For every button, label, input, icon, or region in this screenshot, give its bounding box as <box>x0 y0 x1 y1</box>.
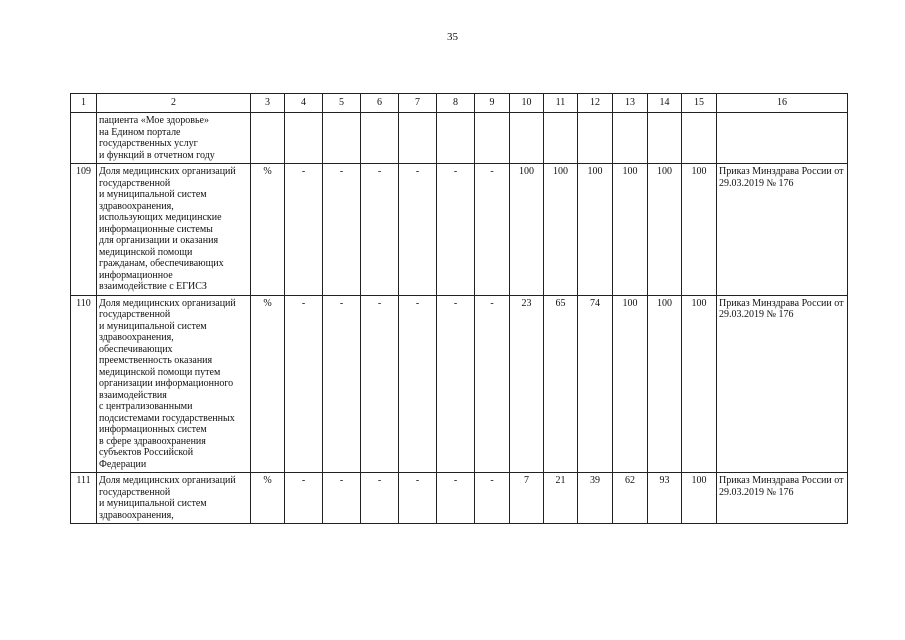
indicator-name-line: и муниципальной систем <box>99 498 207 509</box>
indicator-name-line: информационное <box>99 269 173 281</box>
value-cell: - <box>323 295 361 473</box>
value-cell: - <box>399 473 437 524</box>
value-cell: - <box>285 473 323 524</box>
value-cell <box>437 113 475 164</box>
header-row <box>71 94 848 113</box>
indicator-name-line: медицинской помощи <box>99 246 193 258</box>
table-row <box>71 295 848 473</box>
indicator-name <box>97 113 251 164</box>
indicator-name-line: на Едином портале <box>99 126 181 138</box>
indicator-name-line: для организации и оказания <box>99 235 219 246</box>
indicator-name-line: субъектов Российской <box>99 447 194 458</box>
column-header: 6 <box>361 94 399 113</box>
indicator-name <box>97 473 251 524</box>
column-header: 14 <box>648 94 682 113</box>
value-cell: 39 <box>578 473 613 524</box>
value-cell: 100 <box>613 295 648 473</box>
column-header: 8 <box>437 94 475 113</box>
value-cell: - <box>361 295 399 473</box>
value-cell: 93 <box>648 473 682 524</box>
value-cell: - <box>437 473 475 524</box>
indicator-name-line: обеспечивающих <box>99 343 173 355</box>
indicator-name-line: государственной <box>99 486 171 498</box>
indicator-name-line: Доля медицинских организаций <box>99 166 236 177</box>
column-header: 1 <box>71 94 97 113</box>
value-cell: 100 <box>613 164 648 296</box>
indicator-name-line: преемственность оказания <box>99 355 213 366</box>
row-number: 111 <box>71 473 97 524</box>
indicator-name-line: Федерации <box>99 458 147 470</box>
value-cell: - <box>475 164 510 296</box>
indicator-name-line: и функций в отчетном году <box>99 149 215 161</box>
column-header: 11 <box>544 94 578 113</box>
value-cell: 100 <box>510 164 544 296</box>
column-header: 15 <box>682 94 717 113</box>
indicator-name-line: государственной <box>99 177 171 189</box>
value-cell: 65 <box>544 295 578 473</box>
value-cell: 74 <box>578 295 613 473</box>
value-cell: - <box>437 295 475 473</box>
value-cell: - <box>475 473 510 524</box>
value-cell <box>544 113 578 164</box>
value-cell <box>510 113 544 164</box>
document-reference: Приказ Минздрава России от 29.03.2019 № 176 <box>717 164 848 296</box>
value-cell: - <box>323 164 361 296</box>
value-cell <box>475 113 510 164</box>
indicator-name-line: здравоохранения, <box>99 332 174 343</box>
column-header: 12 <box>578 94 613 113</box>
indicator-name-line: и муниципальной систем <box>99 189 207 200</box>
indicator-name-line: информационные системы <box>99 223 213 235</box>
indicator-name-line: здравоохранения, <box>99 200 174 212</box>
value-cell <box>323 113 361 164</box>
table-row <box>71 473 848 524</box>
document-reference: Приказ Минздрава России от 29.03.2019 № 176 <box>717 473 848 524</box>
indicator-name-line: и муниципальной систем <box>99 320 207 332</box>
indicator-name-line: использующих медицинские <box>99 212 222 223</box>
value-cell <box>251 113 285 164</box>
value-cell: - <box>399 164 437 296</box>
indicator-name-line: Доля медицинских организаций <box>99 475 236 486</box>
value-cell: - <box>285 295 323 473</box>
unit-cell: % <box>251 473 285 524</box>
indicator-name-line: с централизованными <box>99 401 193 412</box>
indicator-name-line: организации информационного <box>99 378 234 389</box>
indicator-name-line: государственных услуг <box>99 138 198 149</box>
value-cell: - <box>361 164 399 296</box>
document-reference: Приказ Минздрава России от 29.03.2019 № 176 <box>717 295 848 473</box>
value-cell <box>285 113 323 164</box>
value-cell <box>717 113 848 164</box>
indicator-name-line: пациента «Мое здоровье» <box>99 115 209 126</box>
indicator-name-line: в сфере здравоохранения <box>99 435 206 447</box>
value-cell: 100 <box>682 164 717 296</box>
indicator-name-line: медицинской помощи путем <box>99 366 221 378</box>
value-cell <box>613 113 648 164</box>
value-cell <box>578 113 613 164</box>
table-row <box>71 164 848 296</box>
indicator-name-line: государственной <box>99 309 171 320</box>
indicator-name-line: гражданам, обеспечивающих <box>99 258 224 269</box>
value-cell: 100 <box>648 164 682 296</box>
indicator-name-line: взаимодействия <box>99 389 167 401</box>
indicator-name-line: взаимодействие с ЕГИСЗ <box>99 281 207 292</box>
continuation-row <box>71 113 848 164</box>
column-header: 10 <box>510 94 544 113</box>
column-header: 13 <box>613 94 648 113</box>
value-cell: - <box>323 473 361 524</box>
indicator-name-line: Доля медицинских организаций <box>99 297 236 309</box>
row-number: 109 <box>71 164 97 296</box>
row-number <box>71 113 97 164</box>
unit-cell: % <box>251 295 285 473</box>
indicator-name <box>97 295 251 473</box>
value-cell: - <box>437 164 475 296</box>
column-header: 7 <box>399 94 437 113</box>
value-cell: 7 <box>510 473 544 524</box>
value-cell: 23 <box>510 295 544 473</box>
indicator-name-line: здравоохранения, <box>99 509 174 521</box>
value-cell: 100 <box>544 164 578 296</box>
value-cell: - <box>399 295 437 473</box>
indicator-name-line: информационных систем <box>99 424 207 435</box>
value-cell: 100 <box>578 164 613 296</box>
value-cell: 100 <box>648 295 682 473</box>
value-cell: - <box>475 295 510 473</box>
value-cell <box>361 113 399 164</box>
row-number: 110 <box>71 295 97 473</box>
column-header: 2 <box>97 94 251 113</box>
indicators-table <box>70 93 848 524</box>
value-cell: 21 <box>544 473 578 524</box>
value-cell: - <box>361 473 399 524</box>
unit-cell: % <box>251 164 285 296</box>
value-cell: 62 <box>613 473 648 524</box>
column-header: 16 <box>717 94 848 113</box>
column-header: 9 <box>475 94 510 113</box>
value-cell <box>682 113 717 164</box>
value-cell <box>648 113 682 164</box>
value-cell: 100 <box>682 295 717 473</box>
column-header: 3 <box>251 94 285 113</box>
value-cell: - <box>285 164 323 296</box>
page-number: 35 <box>447 31 458 43</box>
indicator-name-line: подсистемами государственных <box>99 412 235 424</box>
value-cell: 100 <box>682 473 717 524</box>
column-header: 5 <box>323 94 361 113</box>
column-header: 4 <box>285 94 323 113</box>
indicator-name <box>97 164 251 296</box>
value-cell <box>399 113 437 164</box>
